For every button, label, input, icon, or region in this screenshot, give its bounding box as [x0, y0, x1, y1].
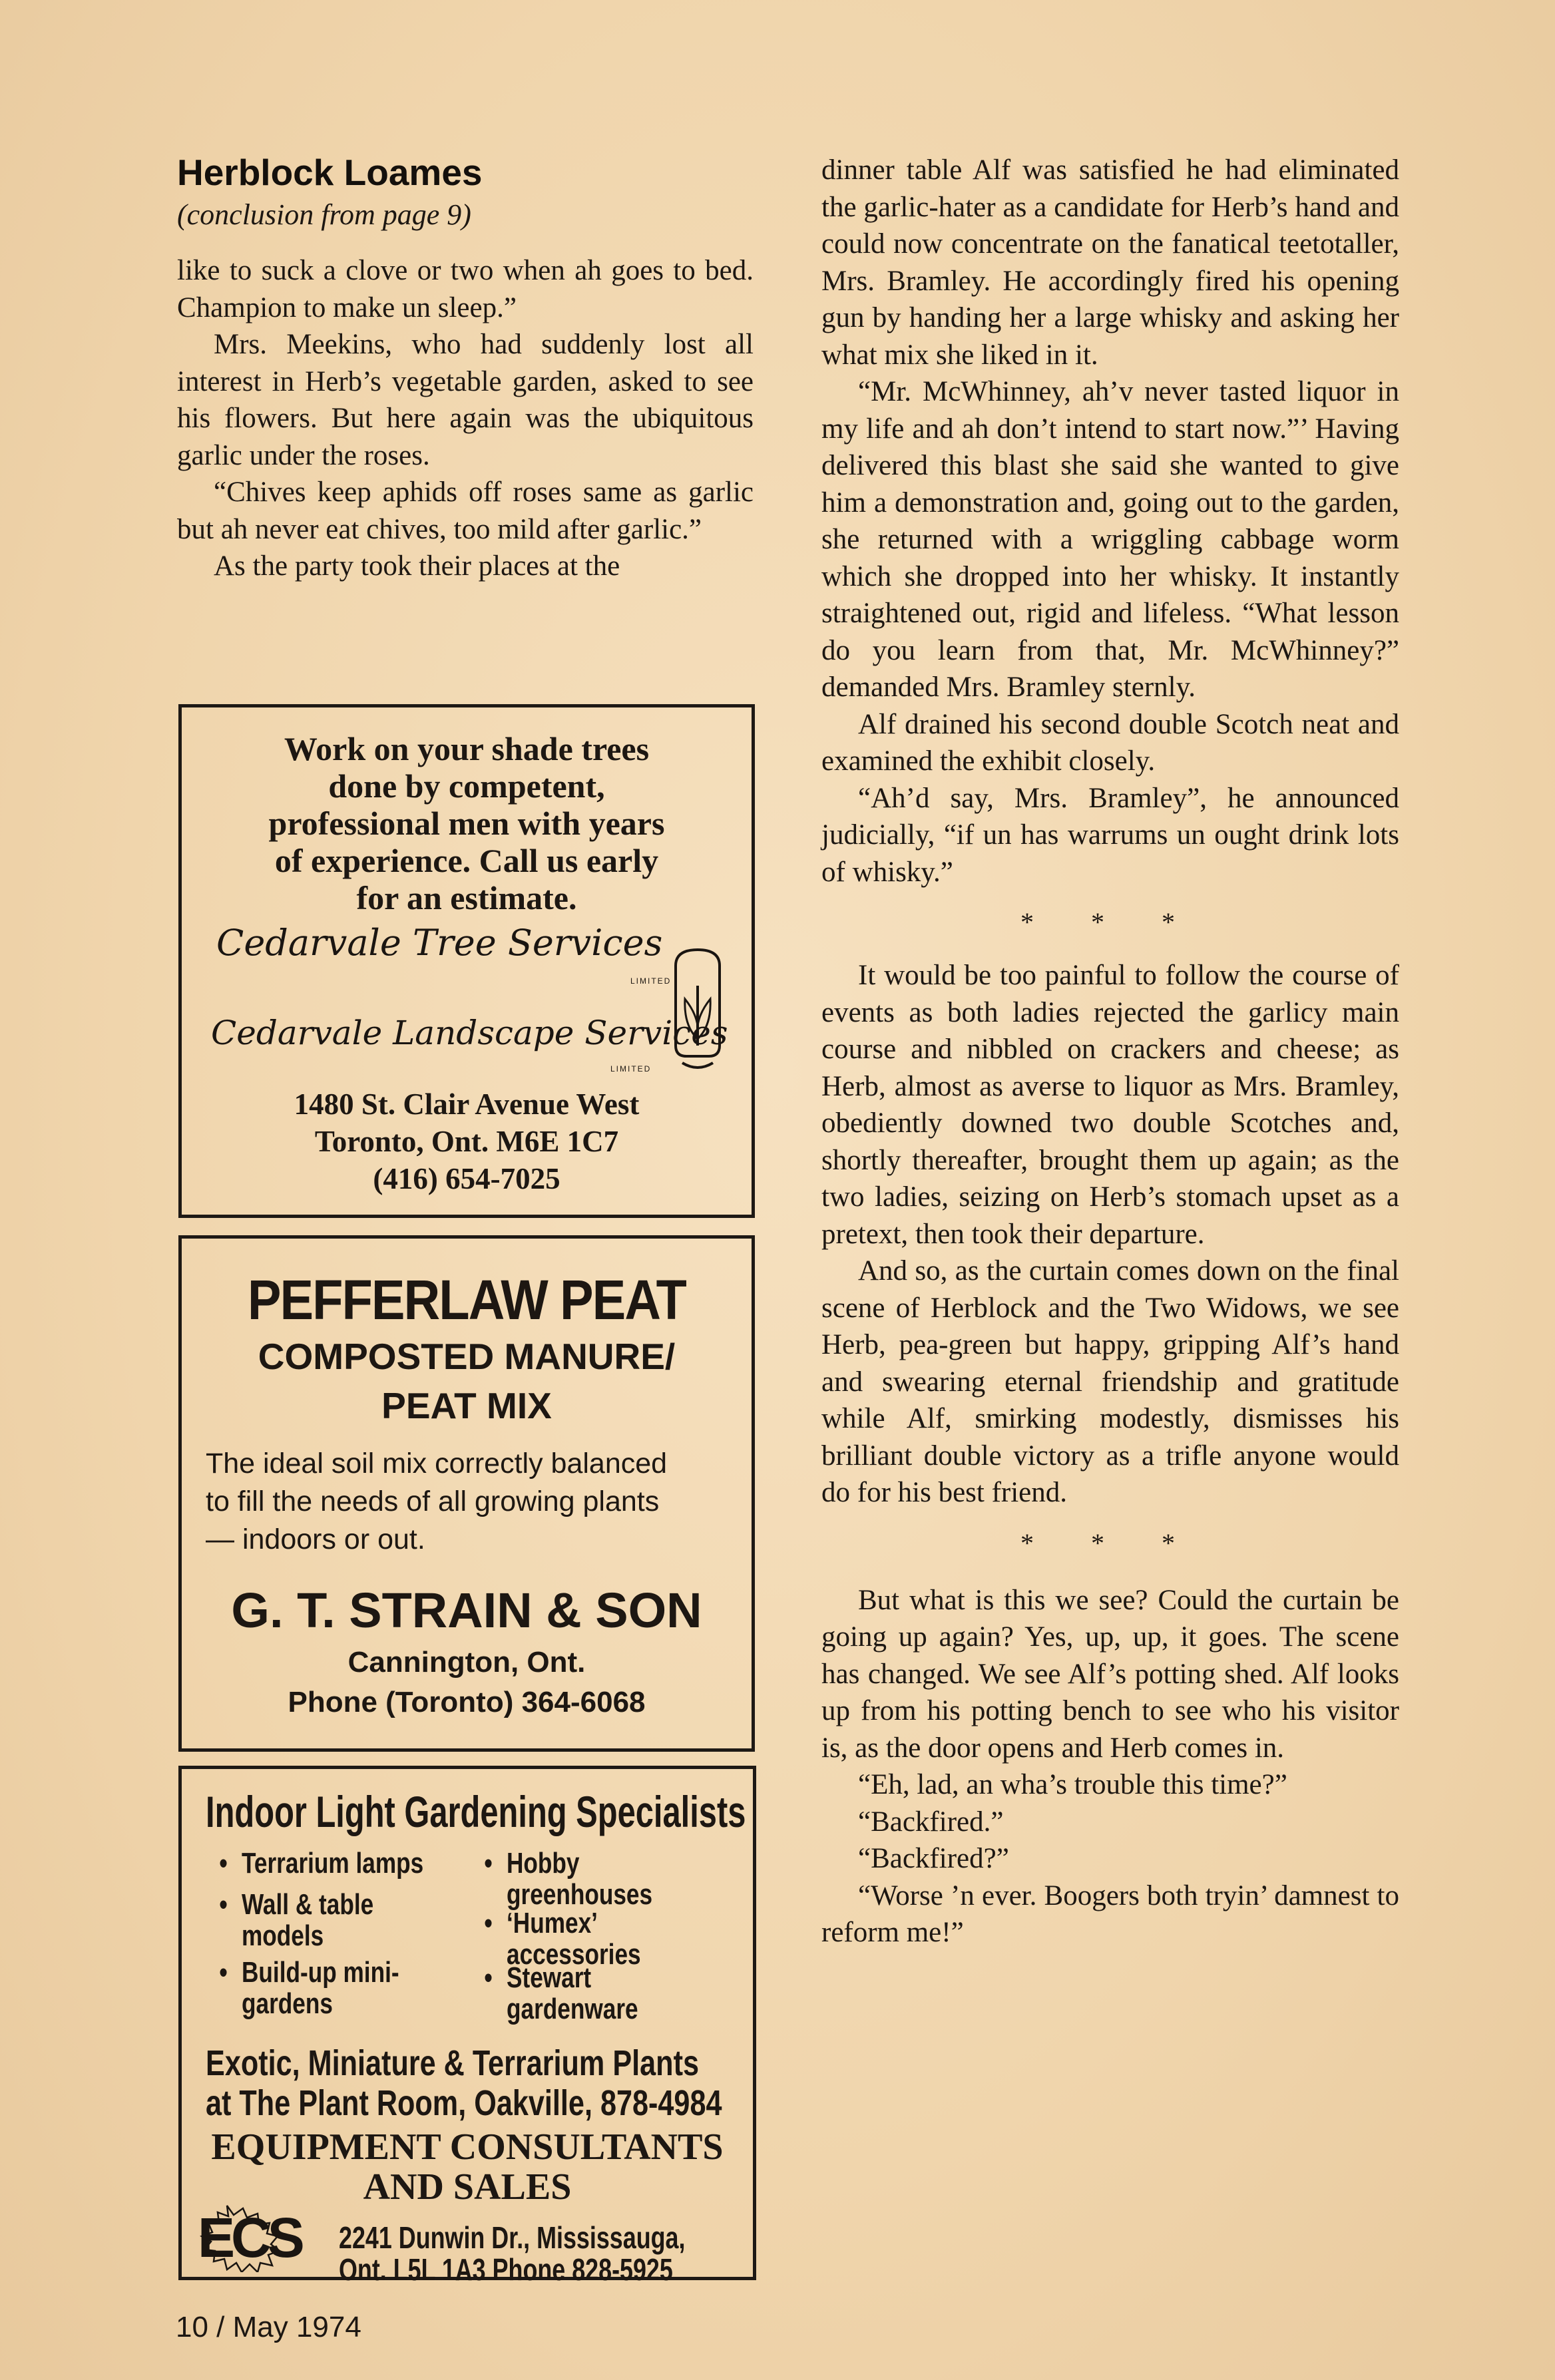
- leaf-emblem-icon: [669, 946, 726, 1074]
- address-line: 2241 Dunwin Dr., Mississauga,: [339, 2220, 686, 2255]
- paragraph: “Worse ’n ever. Boogers both tryin’ damnest to reform me!”: [821, 1880, 1399, 1948]
- ad-line: Work on your shade trees: [284, 730, 650, 767]
- exotic-plants-copy: [206, 2043, 722, 2123]
- article-heading: Herblock Loames: [177, 152, 483, 193]
- pefferlaw-title: PEFFERLAW PEAT: [247, 1269, 686, 1331]
- limited-label: LIMITED: [630, 976, 672, 986]
- company-name: G. T. STRAIN & SON: [231, 1583, 702, 1638]
- paragraph: like to suck a clove or two when ah goes to bed. Champion to make un sleep.”: [177, 255, 754, 323]
- copy-line: at The Plant Room, Oakville, 878-4984: [206, 2083, 722, 2123]
- section-break: * * *: [1020, 1527, 1200, 1558]
- body-line: — indoors or out.: [206, 1523, 425, 1555]
- article-right-column: [821, 152, 1399, 1951]
- pefferlaw-peat-ad: [178, 1235, 755, 1752]
- section-break: * * *: [1020, 907, 1200, 937]
- paragraph: As the party took their places at the: [214, 550, 620, 582]
- company-town: Cannington, Ont.: [347, 1646, 586, 1679]
- copy-line: EQUIPMENT CONSULTANTS: [211, 2126, 724, 2168]
- paragraph: dinner table Alf was satisfied he had eliminated the garlic-hater as a candidate for Herb’s hand and could now concentrate on the fanatical teetotaller, Mrs. Bramley. He accordingly fired his opening gun by handing her a large whisky and asking her what mix she liked in it.: [821, 154, 1399, 371]
- body-line: to fill the needs of all growing plants: [206, 1486, 660, 1517]
- paragraph: But what is this we see? Could the curtain be going up again? Yes, up, up, it goes. The scene has changed. We see Alf’s potting shed. Alf looks up from his potting bench to see who his visitor is, as the door opens and Herb comes in.: [821, 1584, 1399, 1764]
- limited-label: LIMITED: [610, 1064, 652, 1074]
- company-phone: Phone (Toronto) 364-6068: [288, 1686, 646, 1718]
- article-left-column: [177, 150, 754, 585]
- page-footer: 10 / May 1974: [176, 2311, 361, 2343]
- paragraph: “Backfired?”: [858, 1843, 1009, 1874]
- address-line: 1480 St. Clair Avenue West: [294, 1088, 640, 1121]
- paragraph: Alf drained his second double Scotch neat and examined the exhibit closely.: [821, 708, 1399, 777]
- phone-number: (416) 654-7025: [373, 1162, 560, 1195]
- ecs-logo-text: ECS: [198, 2206, 301, 2269]
- cedarvale-ad-copy: [208, 730, 725, 916]
- paragraph: It would be too painful to follow the course of events as both ladies rejected the garlicy main course and nibbled on crackers and cheese; as Herb, almost as averse to liquor as Mrs. Bramley, obediently downed two double Scotches and, shortly thereafter, brought them up again; as the two ladies, seizing on Herb’s stomach upset as a pretext, then took their departure.: [821, 960, 1399, 1250]
- ad-line: done by competent,: [328, 767, 605, 805]
- cedarvale-tree-services-logotype: Cedarvale Tree Services: [216, 922, 663, 964]
- cedarvale-ad: [178, 704, 755, 1218]
- bullet-item: • Terrarium lamps: [242, 1848, 423, 1879]
- ad-line: of experience. Call us early: [274, 842, 659, 879]
- pefferlaw-subtitle: COMPOSTED MANURE/: [258, 1336, 676, 1377]
- bullet-item: • Build-up mini-gardens: [242, 1957, 401, 2019]
- address-line: Toronto, Ont. M6E 1C7: [314, 1125, 619, 1158]
- bullet-item: • ‘Humex’ accessories: [507, 1907, 666, 1970]
- ecs-logo: [194, 2203, 327, 2272]
- paragraph: And so, as the curtain comes down on the final scene of Herblock and the Two Widows, we see Herb, pea-green but happy, gripping Alf’s hand and swearing eternal friendship and gratitude while Alf, smirking modestly, dismisses his brilliant double victory as a trifle anyone would do for his best friend.: [821, 1255, 1399, 1508]
- article-subhead: (conclusion from page 9): [177, 198, 471, 231]
- bullet-item: • Wall & table models: [242, 1889, 401, 1951]
- ecs-address: [339, 2222, 685, 2285]
- pefferlaw-subtitle: PEAT MIX: [381, 1385, 552, 1426]
- paragraph: “Mr. McWhinney, ah’v never tasted liquor in my life and ah don’t intend to start now.”’ Having delivered this blast she said she wanted to give him a demonstration and, going out to the garden, she returned with a wriggling cabbage worm which she dropped into her whisky. It instantly straightened out, rigid and lifeless. “What lesson do you learn from that, Mr. McWhinney?” demanded Mrs. Bramley sternly.: [821, 376, 1399, 703]
- ad-line: professional men with years: [268, 805, 665, 842]
- copy-line: Exotic, Miniature & Terrarium Plants: [206, 2043, 699, 2083]
- paragraph: “Chives keep aphids off roses same as garlic but ah never eat chives, too mild after garlic.”: [177, 477, 754, 545]
- equipment-consultants: [182, 2127, 753, 2207]
- pefferlaw-body: [206, 1445, 728, 1559]
- ad-line: for an estimate.: [356, 879, 577, 916]
- paragraph: “Eh, lad, an wha’s trouble this time?”: [858, 1769, 1287, 1800]
- bullet-item: • Stewart gardenware: [507, 1962, 698, 2025]
- paragraph: “Backfired.”: [858, 1806, 1004, 1838]
- cedarvale-address: [182, 1086, 752, 1197]
- address-line: Ont. L5L 1A3 Phone 828-5925: [339, 2252, 673, 2287]
- cedarvale-landscape-services-logotype: Cedarvale Landscape Services: [211, 1014, 728, 1052]
- copy-line: AND SALES: [363, 2166, 572, 2208]
- indoor-light-ad: [178, 1766, 756, 2287]
- paragraph: Mrs. Meekins, who had suddenly lost all interest in Herb’s vegetable garden, asked to see his flowers. But here again was the ubiquitous garlic under the roses.: [177, 329, 754, 471]
- indoor-light-title: Indoor Light Gardening Specialists: [206, 1787, 746, 1836]
- bullet-item: • Hobby greenhouses: [507, 1848, 666, 1910]
- body-line: The ideal soil mix correctly balanced: [206, 1448, 668, 1480]
- paragraph: “Ah’d say, Mrs. Bramley”, he announced judicially, “if un has warrums un ought drink lots of whisky.”: [821, 782, 1399, 888]
